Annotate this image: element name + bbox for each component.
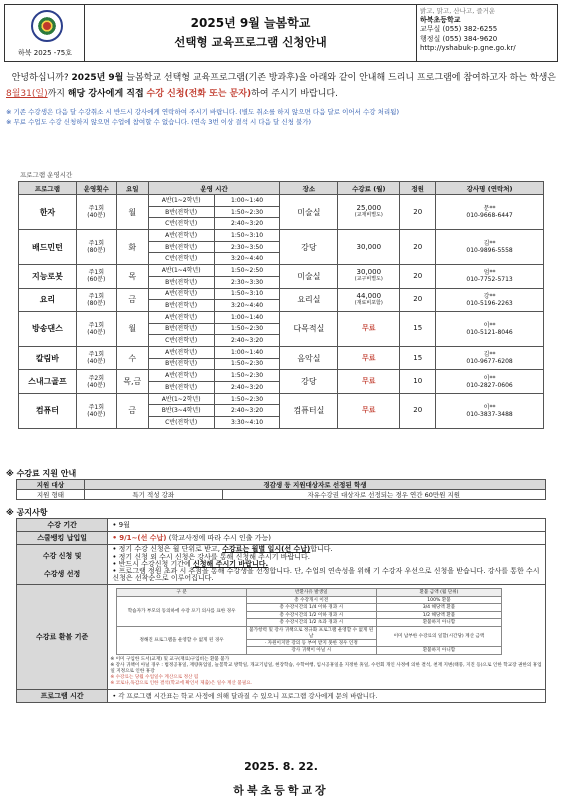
intro-text: 하여 주시기 바랍니다. <box>251 89 338 99</box>
col-frequency: 운영횟수 <box>76 182 116 195</box>
note-item: ※ 기존 수강생은 다음 달 수강취소 시 반드시 강사에게 연락하여 주시기 바랍니다. (별도 취소를 하지 않으면 다음 달로 이어서 수강 처리됨) <box>6 108 399 116</box>
program-teacher <box>436 370 544 393</box>
program-row <box>19 346 544 358</box>
session-time: 1:50~2:30 <box>214 393 280 405</box>
program-name: 스내그골프 <box>19 370 77 393</box>
teacher-phone: 010-7752-5713 <box>466 276 513 284</box>
program-name: 컴퓨터 <box>19 393 77 428</box>
program-day: 목 <box>116 265 148 288</box>
program-caption: 프로그램 운영시간 <box>20 171 73 179</box>
intro-text: 늘봄학교 선택형 교육프로그램(기존 방과후)을 아래와 같이 안내해 드리니 프로그램에 참여하고자 하는 학생은 <box>123 73 556 83</box>
letter-header <box>4 4 558 62</box>
refund-row <box>117 596 502 604</box>
session-time: 2:40~3:20 <box>214 382 280 394</box>
program-frequency <box>76 311 116 346</box>
period-value: • 9월 <box>108 519 546 532</box>
apply-bullet-text: • 반드시 수강신청 기간에 <box>112 559 193 568</box>
session-class: B반(전학년) <box>148 323 214 335</box>
refund-note: ※ 이미 구입한 도서(교재) 및 교구(재료)구입비는 환불 불가 <box>110 656 230 662</box>
note-item: ※ 무료 수업도 수강 신청하지 않으면 수업에 참여할 수 없습니다. (연속 3번 이상 결석 시 다음 달 신청 불가) <box>6 118 312 126</box>
teacher-name: 김** <box>483 240 496 248</box>
program-row <box>19 393 544 405</box>
session-class: B반(전학년) <box>148 300 214 312</box>
session-class: A반(전학년) <box>148 370 214 382</box>
program-fee <box>338 370 400 393</box>
school-logo-box <box>5 5 85 61</box>
refund-amount: 100% 환불 <box>376 596 502 604</box>
fee-amount: 무료 <box>362 353 376 362</box>
fee-note: (교구비별도) <box>354 276 383 283</box>
title-line-1: 2025년 9월 늘봄학교 <box>190 16 311 30</box>
program-header-row <box>19 182 544 195</box>
session-class: C반(전학년) <box>148 253 214 265</box>
principal-signature: 하북초등학교장 <box>233 784 329 797</box>
col-teacher: 강사명 (연락처) <box>436 182 544 195</box>
apply-value <box>108 545 546 585</box>
refund-note: ※ 코로나,독감으로 인한 결석(학교에 확인서 제출)은 일수 계산 불필요. <box>110 681 253 687</box>
program-frequency <box>76 230 116 265</box>
program-frequency <box>76 346 116 369</box>
letter-title <box>85 5 417 61</box>
refund-amount: 이미 납부한 수강료의 일할(시간당) 계산 금액 <box>376 626 502 647</box>
refund-note: ※ 수강료는 당월 수업일수 계산으로 정산 됨 <box>110 675 199 681</box>
program-table <box>18 181 544 429</box>
frequency-count: 주1회 <box>88 403 105 411</box>
program-day: 월 <box>116 195 148 230</box>
intro-deadline: 8월31(일) <box>6 89 48 99</box>
program-capacity: 15 <box>400 346 436 369</box>
frequency-count: 주1회 <box>88 321 105 329</box>
session-time: 1:50~2:30 <box>214 323 280 335</box>
program-place: 미술실 <box>280 265 338 288</box>
fee-amount: 25,000 <box>356 204 382 213</box>
program-fee <box>338 195 400 230</box>
intro-apply-method: 수강 신청(전화 또는 문자) <box>146 89 252 99</box>
frequency-minutes: (60분) <box>87 276 106 284</box>
refund-when: 총 수강시간의 1/4 이하 경과 시 <box>246 604 376 612</box>
notice-time-row <box>17 689 546 702</box>
session-class: A반(1~2학년) <box>148 393 214 405</box>
refund-value <box>108 585 546 690</box>
program-place: 미술실 <box>280 195 338 230</box>
refund-when: 총 수강시간의 1/2 이하 경과 시 <box>246 611 376 619</box>
refund-case: 정해진 프로그램을 운영할 수 없게 된 경우 <box>117 626 247 654</box>
fee-amount: 44,000 <box>356 291 382 300</box>
refund-amount: 환불하지 아니함 <box>376 619 502 627</box>
teacher-phone: 010-9677-6208 <box>466 358 513 366</box>
teacher-name: 문** <box>483 205 496 213</box>
support-table <box>16 479 546 500</box>
program-fee <box>338 230 400 265</box>
program-day: 목,금 <box>116 370 148 393</box>
program-capacity: 10 <box>400 370 436 393</box>
apply-bullet-bold: 수강료는 월별 일시(선 수납) <box>222 545 311 554</box>
session-class: A반(1~4학년) <box>148 265 214 277</box>
support-form-value: 자유수강권 대상자로 선정되는 경우 연간 60만원 지원 <box>222 490 545 500</box>
frequency-count: 주1회 <box>88 240 105 248</box>
notice-refund-row <box>17 585 546 690</box>
intro-month: 2025년 9월 <box>71 73 124 83</box>
teacher-name: 이** <box>483 403 496 411</box>
apply-label-line: 수강생 선정 <box>44 569 81 578</box>
fee-note: (재료비포함) <box>354 299 383 306</box>
session-time: 2:40~3:20 <box>214 335 280 347</box>
session-class: C반(전학년) <box>148 335 214 347</box>
session-time: 2:40~3:20 <box>214 405 280 417</box>
refund-when: 총 수강시간의 1/2 초과 경과 시 <box>246 619 376 627</box>
col-day: 요일 <box>116 182 148 195</box>
program-name: 칼림바 <box>19 346 77 369</box>
phone-admin: 행정실 (055) 384-9620 <box>420 34 498 43</box>
refund-notes <box>110 657 543 688</box>
session-time: 1:50~3:10 <box>214 230 280 242</box>
program-row <box>19 265 544 277</box>
teacher-name: 이** <box>483 374 496 382</box>
program-teacher <box>436 393 544 428</box>
program-row <box>19 311 544 323</box>
program-name: 배드민턴 <box>19 230 77 265</box>
school-name: 하북초등학교 <box>420 16 461 25</box>
time-label: 프로그램 시간 <box>17 689 108 702</box>
apply-label <box>17 545 108 585</box>
frequency-count: 주1회 <box>88 351 105 359</box>
session-time: 2:30~3:30 <box>214 276 280 288</box>
payment-value <box>108 532 546 545</box>
support-form-label: 지원 형태 <box>17 490 85 500</box>
school-contact <box>417 5 557 61</box>
session-class: A반(전학년) <box>148 230 214 242</box>
teacher-phone: 010-9668-6447 <box>466 212 513 220</box>
program-place: 음악실 <box>280 346 338 369</box>
program-teacher <box>436 230 544 265</box>
program-day: 월 <box>116 311 148 346</box>
program-day: 금 <box>116 393 148 428</box>
program-row <box>19 288 544 300</box>
program-frequency <box>76 370 116 393</box>
apply-bullet: • 정기 신청 외 수시 신청은 강사를 통해 신청해 주시기 바랍니다. <box>112 552 310 561</box>
teacher-name: 이** <box>483 321 496 329</box>
program-day: 수 <box>116 346 148 369</box>
session-class: B반(전학년) <box>148 206 214 218</box>
program-day: 화 <box>116 230 148 265</box>
session-time: 1:50~2:30 <box>214 358 280 370</box>
session-class: C반(전학년) <box>148 218 214 230</box>
program-name: 지능로봇 <box>19 265 77 288</box>
col-capacity: 정원 <box>400 182 436 195</box>
refund-when: 총 수강개시 이전 <box>246 596 376 604</box>
program-capacity: 20 <box>400 265 436 288</box>
apply-bullet-text: • 정기 수강 신청은 월 단위로 받고, <box>112 545 223 554</box>
program-teacher <box>436 265 544 288</box>
refund-amount: 3/4 해당액 환불 <box>376 604 502 612</box>
frequency-count: 주1회 <box>88 205 105 213</box>
program-name: 요리 <box>19 288 77 311</box>
notice-table <box>16 518 546 703</box>
session-time: 1:00~1:40 <box>214 346 280 358</box>
apply-bullet-bold: 신청해 주시기 바랍니다. <box>192 559 269 568</box>
session-class: A반(전학년) <box>148 311 214 323</box>
fee-note: (교재비별도) <box>354 212 383 219</box>
notice-payment-row <box>17 532 546 545</box>
col-program: 프로그램 <box>19 182 77 195</box>
program-place: 강당 <box>280 230 338 265</box>
refund-row <box>117 626 502 639</box>
teacher-name: 김** <box>483 351 496 359</box>
session-time: 3:20~4:40 <box>214 300 280 312</box>
refund-amount: 1/2 해당액 환불 <box>376 611 502 619</box>
notice-title: ※ 공지사항 <box>6 508 48 517</box>
frequency-minutes: (80분) <box>87 247 106 255</box>
title-line-2: 선택형 교육프로그램 신청안내 <box>174 35 327 49</box>
program-capacity: 20 <box>400 393 436 428</box>
teacher-name: 강** <box>483 292 496 300</box>
session-class: A반(1~2학년) <box>148 195 214 207</box>
frequency-minutes: (40분) <box>87 410 106 418</box>
program-teacher <box>436 195 544 230</box>
intro-text: 안녕하십니까? <box>11 73 72 83</box>
program-capacity: 15 <box>400 311 436 346</box>
session-class: B반(전학년) <box>148 241 214 253</box>
refund-col: 구 분 <box>117 589 247 597</box>
session-time: 1:00~1:40 <box>214 311 280 323</box>
teacher-phone: 010-9896-5558 <box>466 247 513 255</box>
period-label: 수강 기간 <box>17 519 108 532</box>
teacher-phone: 010-2827-0606 <box>466 381 513 389</box>
notice-apply-row <box>17 545 546 585</box>
school-slogan: 밝고, 맑고, 산나고, 즐거운 <box>420 7 496 15</box>
refund-col: 반환사유 발생일 <box>246 589 376 597</box>
program-name: 한자 <box>19 195 77 230</box>
session-time: 1:00~1:40 <box>214 195 280 207</box>
refund-when: 불가항력 및 강사 귀책으로 정규화 프로그램 운영할 수 없게 된 날 <box>246 626 376 639</box>
program-frequency <box>76 393 116 428</box>
program-fee <box>338 311 400 346</box>
program-capacity: 20 <box>400 288 436 311</box>
intro-direct: 해당 강사에게 직접 <box>67 89 144 99</box>
program-row <box>19 195 544 207</box>
session-class: A반(전학년) <box>148 346 214 358</box>
issue-number: 하북 2025 -75호 <box>18 49 72 57</box>
support-row <box>17 490 546 500</box>
teacher-phone: 010-5196-2263 <box>466 299 513 307</box>
program-frequency <box>76 195 116 230</box>
frequency-minutes: (80분) <box>87 299 106 307</box>
program-place: 강당 <box>280 370 338 393</box>
refund-table <box>116 588 502 655</box>
teacher-name: 엄** <box>483 269 496 277</box>
notice-period-row <box>17 519 546 532</box>
col-time: 운영 시간 <box>148 182 280 195</box>
program-fee <box>338 288 400 311</box>
session-class: B반(전학년) <box>148 382 214 394</box>
school-seal-icon <box>31 10 63 42</box>
frequency-count: 주1회 <box>88 292 105 300</box>
fee-amount: 무료 <box>362 406 376 415</box>
program-place: 컴퓨터실 <box>280 393 338 428</box>
session-class: B반(3~4학년) <box>148 405 214 417</box>
refund-col: 환불 금액 (월 단위) <box>376 589 502 597</box>
session-time: 2:40~3:20 <box>214 218 280 230</box>
support-header-row <box>17 480 546 490</box>
program-body <box>19 195 544 429</box>
session-time: 1:50~2:30 <box>214 370 280 382</box>
program-place: 요리실 <box>280 288 338 311</box>
payment-label: 스쿨뱅킹 납입일 <box>17 532 108 545</box>
program-frequency <box>76 265 116 288</box>
col-place: 장소 <box>280 182 338 195</box>
session-time: 1:50~3:10 <box>214 288 280 300</box>
support-title: ※ 수강료 지원 안내 <box>6 469 77 478</box>
support-form-course: 특기 적성 강좌 <box>84 490 222 500</box>
frequency-minutes: (40분) <box>87 358 106 366</box>
frequency-minutes: (40분) <box>87 381 106 389</box>
issue-date: 2025. 8. 22. <box>244 760 318 773</box>
fee-amount: 30,000 <box>356 242 382 251</box>
school-url: http://yshabuk-p.gne.go.kr/ <box>420 43 516 52</box>
fee-amount: 무료 <box>362 377 376 385</box>
program-teacher <box>436 346 544 369</box>
program-capacity: 20 <box>400 230 436 265</box>
payment-date: • 9/1~(선 수납) <box>112 534 167 542</box>
refund-when: · 자원이지만 강의 등 부여 받지 못한 경우 인정 <box>246 639 376 647</box>
refund-when: 강사 귀책이 아닐 시 <box>246 647 376 655</box>
program-name: 방송댄스 <box>19 311 77 346</box>
program-row <box>19 370 544 382</box>
program-teacher <box>436 311 544 346</box>
refund-amount: 환불하지 아니함 <box>376 647 502 655</box>
col-fee: 수강료 (월) <box>338 182 400 195</box>
frequency-minutes: (40분) <box>87 212 106 220</box>
program-day: 금 <box>116 288 148 311</box>
fee-amount: 30,000 <box>356 268 382 277</box>
phone-office: 교무실 (055) 382-6255 <box>420 25 498 34</box>
teacher-phone: 010-3837-3488 <box>466 410 513 418</box>
refund-label: 수강료 환불 기준 <box>17 585 108 690</box>
refund-note: ※ 강사 귀책이 아닐 경우 : 법정공휴일, 재량휴업일, 늘봄학교 방학일, 개교기념일, 현장학습, 수학여행, 임시공휴일을 지정한 휴일, 수련회 개인 사정에 의한 결석, 천재 지변(태풍, 지진 등)으로 인한 학교장 권한의 휴업일 지정으로 인한 휴강 <box>110 662 542 674</box>
program-fee <box>338 265 400 288</box>
program-place: 다목적실 <box>280 311 338 346</box>
program-capacity: 20 <box>400 195 436 230</box>
session-class: A반(전학년) <box>148 288 214 300</box>
support-target-label: 지원 대상 <box>17 480 85 490</box>
apply-label-line: 수강 신청 및 <box>42 551 82 560</box>
session-time: 2:30~3:50 <box>214 241 280 253</box>
apply-bullet-text: 합니다. <box>310 545 333 554</box>
frequency-count: 주2회 <box>88 374 105 382</box>
teacher-phone: 010-5121-8046 <box>466 328 513 336</box>
apply-bullet: • 프로그램 정원 초과 시 추첨을 통해 수강생을 선정합니다. 단, 수업의 연속성을 위해 기 수강자 우선으로 신청을 받습니다. 강사를 통한 수시 신청은 선착순으로 이루어집니다. <box>112 567 540 583</box>
program-frequency <box>76 288 116 311</box>
support-target-value: 경감생 등 지원대상자로 선정된 학생 <box>84 480 545 490</box>
session-time: 3:30~4:10 <box>214 417 280 429</box>
refund-header-row <box>117 589 502 597</box>
intro-notes <box>6 107 556 127</box>
frequency-minutes: (40분) <box>87 328 106 336</box>
session-time: 1:50~2:30 <box>214 206 280 218</box>
program-fee <box>338 393 400 428</box>
intro-paragraph <box>6 70 556 102</box>
session-class: B반(전학년) <box>148 358 214 370</box>
refund-case: 학습자가 부모의 동의하에 수강 포기 의사를 표한 경우 <box>117 596 247 626</box>
session-time: 3:20~4:40 <box>214 253 280 265</box>
session-time: 1:50~2:50 <box>214 265 280 277</box>
intro-text: 까지 <box>47 89 68 99</box>
program-teacher <box>436 288 544 311</box>
program-row <box>19 230 544 242</box>
payment-extra: (학교사정에 따라 수시 인출 가능) <box>166 534 272 542</box>
session-class: B반(전학년) <box>148 276 214 288</box>
session-class: C반(전학년) <box>148 417 214 429</box>
frequency-count: 주1회 <box>88 269 105 277</box>
program-fee <box>338 346 400 369</box>
fee-amount: 무료 <box>362 324 376 333</box>
time-value: • 각 프로그램 시간표는 학교 사정에 의해 달라질 수 있으니 프로그램 강사에게 문의 바랍니다. <box>108 689 546 702</box>
